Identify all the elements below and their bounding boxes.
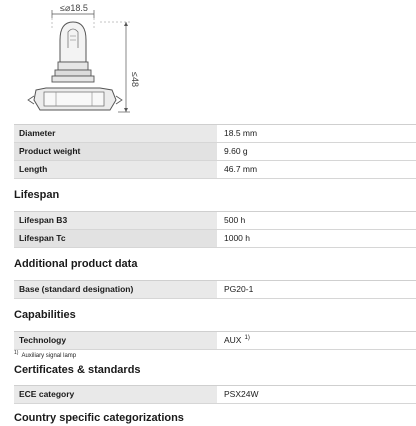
table-row xyxy=(14,143,416,161)
capabilities-heading: Capabilities xyxy=(14,309,76,321)
lifespan-heading: Lifespan xyxy=(14,189,60,201)
footnote-text: Auxiliary signal lamp xyxy=(21,353,77,359)
diameter-label: Diameter xyxy=(14,125,219,142)
ece-category-label: ECE category xyxy=(14,386,219,403)
footnote-marker: 1) xyxy=(14,350,19,356)
height-dimension-label: ≤48 xyxy=(130,72,140,87)
lifespan-b3-value: 500 h xyxy=(219,212,416,229)
country-categorizations-heading: Country specific categorizations xyxy=(14,412,184,424)
technology-label: Technology xyxy=(14,332,219,349)
length-value: 46.7 mm xyxy=(219,161,416,178)
base-designation-label: Base (standard designation) xyxy=(14,281,219,298)
table-row xyxy=(14,332,416,350)
lifespan-b3-label: Lifespan B3 xyxy=(14,212,219,229)
diameter-value: 18.5 mm xyxy=(219,125,416,142)
certificates-table xyxy=(14,385,416,404)
technology-footnote-ref: 1) xyxy=(244,335,250,342)
certificates-heading: Certificates & standards xyxy=(14,364,141,376)
lifespan-tc-label: Lifespan Tc xyxy=(14,230,219,247)
product-weight-value: 9.60 g xyxy=(219,143,416,160)
table-row xyxy=(14,125,416,143)
length-label: Length xyxy=(14,161,219,178)
additional-product-data-table xyxy=(14,280,416,299)
lamp-technical-drawing xyxy=(0,0,416,118)
lifespan-tc-value: 1000 h xyxy=(219,230,416,247)
table-row xyxy=(14,161,416,179)
table-row xyxy=(14,230,416,248)
table-row xyxy=(14,281,416,299)
table-row xyxy=(14,212,416,230)
lifespan-table xyxy=(14,211,416,248)
base-designation-value: PG20-1 xyxy=(219,281,416,298)
specifications xyxy=(14,124,416,426)
footnote xyxy=(14,350,416,362)
diameter-dimension-label: ≤⌀18.5 xyxy=(60,3,88,13)
additional-product-data-heading: Additional product data xyxy=(14,258,138,270)
dimensions-table xyxy=(14,124,416,179)
ece-category-value: PSX24W xyxy=(219,386,416,403)
capabilities-table xyxy=(14,331,416,350)
technology-value: AUX xyxy=(224,335,242,345)
product-weight-label: Product weight xyxy=(14,143,219,160)
table-row xyxy=(14,386,416,404)
lamp-drawing-svg xyxy=(0,0,416,118)
technology-value-cell xyxy=(219,332,416,349)
